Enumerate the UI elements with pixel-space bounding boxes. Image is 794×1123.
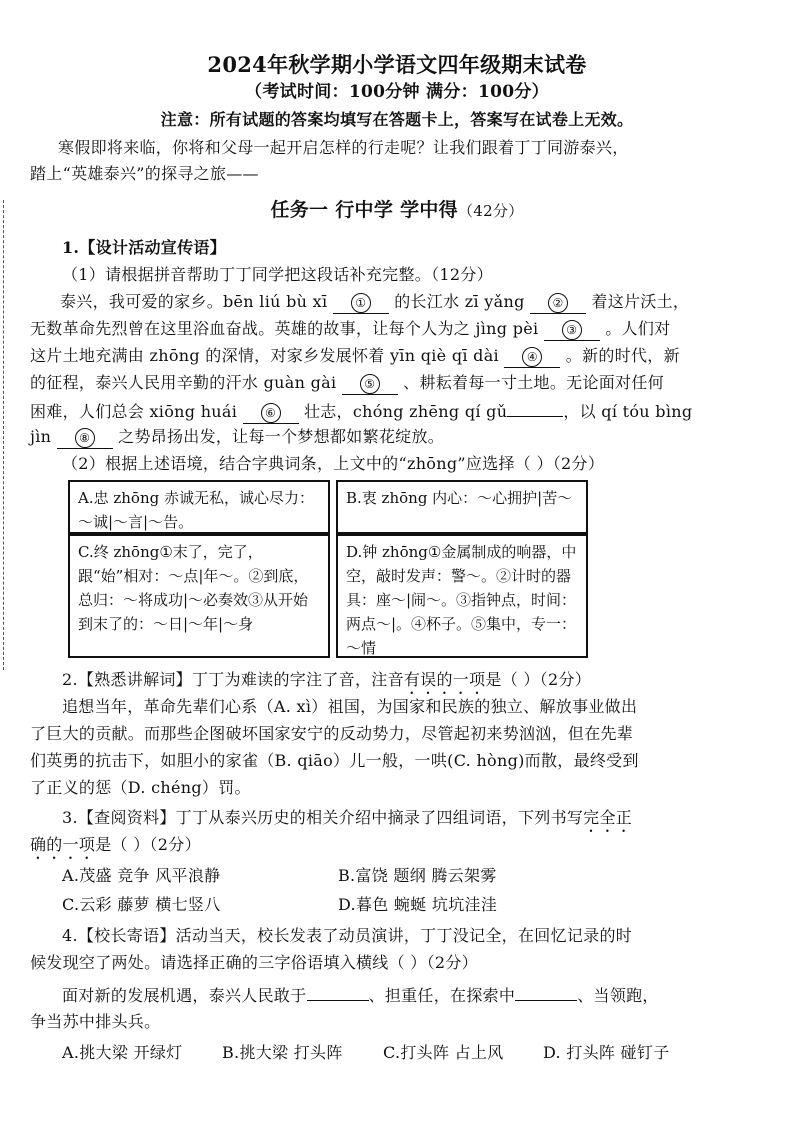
- task1-title: 任务一 行中学 学中得: [270, 199, 458, 221]
- task1-heading: [0, 198, 794, 223]
- blank-1[interactable]: [333, 292, 389, 314]
- task1-score: （42分）: [457, 202, 524, 220]
- q1-para-line-1: [60, 292, 689, 314]
- q3-line-1: [62, 808, 632, 836]
- q4-blank-1[interactable]: [307, 984, 369, 1001]
- text-segment: 的征程，泰兴人民用辛勤的汗水 guàn gài: [30, 373, 337, 392]
- text-segment: ，以 qí tóu bìng: [563, 402, 693, 421]
- q3-option-a[interactable]: A.茂盛 竞争 风平浪静: [62, 866, 221, 885]
- exam-title: 2024年秋学期小学语文四年级期末试卷: [207, 52, 587, 77]
- dict-option-a[interactable]: A.忠 zhōng 赤诚无私，诚心尽力：～诚|～言|～告。: [68, 480, 330, 534]
- text-segment: 。人们对: [605, 319, 671, 338]
- text-segment: 、担重任，在探索中: [368, 986, 516, 1005]
- binding-margin-line: [3, 200, 5, 670]
- text-segment: 、耕耘着每一寸土地。无论面对任何: [403, 373, 664, 392]
- blank-number: ②: [548, 293, 568, 313]
- text-segment: 壮志，chóng zhēng qí gǔ: [303, 402, 508, 421]
- q4-line-3: [62, 984, 659, 1006]
- q2-line-1: [62, 670, 591, 698]
- q3-option-d[interactable]: D.暮色 蜿蜒 坑坑洼洼: [338, 895, 498, 914]
- intro-line-1: 寒假即将来临，你将和父母一起开启怎样的行走呢？让我们跟着丁丁同游泰兴，: [58, 138, 629, 157]
- blank-5[interactable]: [342, 373, 398, 395]
- blank-number: ⑥: [261, 403, 281, 423]
- blank-number: ⑤: [360, 374, 380, 394]
- q2-line-4: 们英勇的抗击下，如胆小的家雀（B. qiāo）儿一般，一哄(C. hòng)而散，最终受到: [30, 751, 639, 770]
- q1-para-line-2: [30, 319, 670, 341]
- q4-line-2: 候发现空了两处。请选择正确的三字俗语填入横线（ ）（2分）: [30, 953, 478, 972]
- blank-number: ⑧: [75, 428, 95, 448]
- blank-7[interactable]: [507, 400, 563, 417]
- q1-para-line-5: [30, 400, 692, 424]
- q4-option-d[interactable]: D. 打头阵 碰钉子: [543, 1043, 670, 1062]
- q4-option-c[interactable]: C.打头阵 占上风: [383, 1043, 504, 1062]
- text-segment: 。新的时代，新: [565, 346, 680, 365]
- blank-number: ①: [351, 293, 371, 313]
- exam-subtitle: （考试时间：100分钟 满分：100分）: [245, 82, 549, 102]
- q3-line-2: [30, 835, 201, 863]
- exam-notice: 注意：所有试题的答案均填写在答题卡上，答案写在试卷上无效。: [160, 110, 634, 129]
- dict-option-b[interactable]: B.衷 zhōng 内心：～心拥护|苦～: [336, 480, 588, 534]
- blank-2[interactable]: [530, 292, 586, 314]
- q4-line-4: 争当苏中排头兵。: [30, 1012, 161, 1031]
- text-segment: 无数革命先烈曾在这里浴血奋战。英雄的故事，让每个人为之 jìng pèi: [30, 319, 539, 338]
- dict-option-d[interactable]: D.钟 zhōng①金属制成的响器，中空，敲时发声：警～。②计时的器具：座～|闹～。③指钟点，时间：两点～|。④杯子。⑤集中，专一：～情: [336, 534, 588, 658]
- emphasized-text: 有误的一项: [403, 670, 486, 689]
- q1-para-line-3: [30, 346, 680, 368]
- intro-line-2: 踏上“英雄泰兴”的探寻之旅——: [30, 164, 259, 183]
- q3-option-c[interactable]: C.云彩 藤萝 横七竖八: [62, 895, 221, 914]
- blank-number: ③: [562, 320, 582, 340]
- text-segment: jìn: [30, 427, 52, 446]
- text-segment: 困难，人们总会 xiōng huái: [30, 402, 238, 421]
- q3-option-b[interactable]: B.富饶 题纲 腾云架雾: [338, 866, 497, 885]
- q4-blank-2[interactable]: [515, 984, 577, 1001]
- text-segment: 着这片沃土，: [591, 292, 690, 311]
- text-segment: 面对新的发展机遇，泰兴人民敢于: [62, 986, 307, 1005]
- q1-heading: 1.【设计活动宣传语】: [62, 238, 227, 257]
- text-segment: 这片土地充满由 zhōng 的深情，对家乡发展怀着 yīn qiè qī dài: [30, 346, 499, 365]
- emphasized-text: 完全正: [583, 808, 633, 827]
- text-segment: 2.【熟悉讲解词】丁丁为难读的字注了音，注音: [62, 670, 404, 689]
- text-segment: 3.【查阅资料】丁丁从泰兴历史的相关介绍中摘录了四组词语，下列书写: [62, 808, 584, 827]
- q4-option-b[interactable]: B.挑大梁 打头阵: [222, 1043, 343, 1062]
- dict-option-c[interactable]: C.终 zhōng①末了，完了，跟“始”相对：～点|年～。②到底，总归：～将成功|～必奏效③从开始到末了的：～日|～年|～身: [68, 534, 330, 658]
- q2-line-3: 了巨大的贡献。而那些企图破坏国家安宁的反动势力，尽管起初来势汹汹，但在先辈: [30, 724, 634, 743]
- q1-sub1: （1）请根据拼音帮助丁丁同学把这段话补充完整。（12分）: [62, 265, 493, 284]
- q4-option-a[interactable]: A.挑大梁 开绿灯: [62, 1043, 183, 1062]
- blank-8[interactable]: [57, 427, 113, 449]
- q2-line-2: 追想当年，革命先辈们心系（A. xì）祖国，为国家和民族的独立、解放事业做出: [62, 697, 638, 716]
- blank-number: ④: [522, 347, 542, 367]
- text-segment: 、当领跑，: [577, 986, 659, 1005]
- blank-4[interactable]: [504, 346, 560, 368]
- text-segment: 泰兴，我可爱的家乡。bēn liú bù xī: [60, 292, 328, 311]
- text-segment: 之势昂扬出发，让每一个梦想都如繁花绽放。: [118, 427, 445, 446]
- text-segment: 是（ ）（2分）: [95, 835, 201, 854]
- q4-line-1: 4.【校长寄语】活动当天，校长发表了动员演讲，丁丁没记全，在回忆记录的时: [62, 926, 633, 945]
- q1-sub2: （2）根据上述语境，结合字典词条，上文中的“zhōng”应选择（ ）（2分）: [62, 454, 605, 473]
- text-segment: 的长江水 zī yǎng: [394, 292, 525, 311]
- q1-para-line-6: [30, 427, 444, 449]
- emphasized-text: 确的一项: [30, 835, 96, 854]
- blank-3[interactable]: [544, 319, 600, 341]
- q2-line-5: 了正义的惩（D. chéng）罚。: [30, 778, 251, 797]
- text-segment: 是（ ）（2分）: [485, 670, 592, 689]
- blank-6[interactable]: [243, 402, 299, 424]
- q1-para-line-4: [30, 373, 664, 395]
